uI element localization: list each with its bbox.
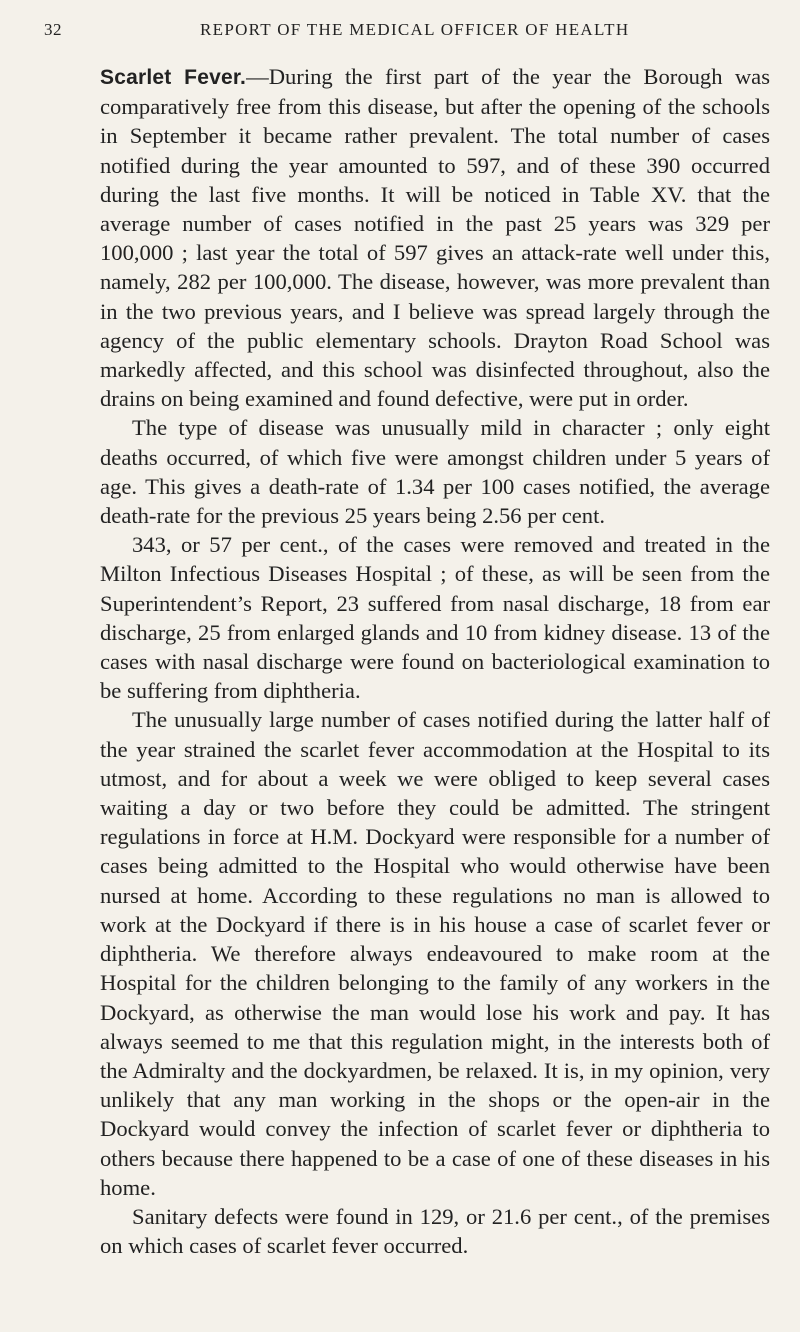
paragraph-5: Sanitary defects were found in 129, or 21.6 per cent., of the premises on which cases of scarlet fever occurred. bbox=[100, 1203, 770, 1259]
header-title: REPORT OF THE MEDICAL OFFICER OF HEALTH bbox=[200, 20, 630, 39]
paragraph-4: The unusually large number of cases notified during the latter half of the year strained the scarlet fever accommodation at the Hospital to its utmost, and for about a week we were obliged to keep several cases waiting a day or two before they could be admitted. The stringent regulations in force at H.M. Dockyard were responsible for a number of cases being admitted to the Hospital who would otherwise have been nursed at home. According to these regulations no man is allowed to work at the Dockyard if there is in his house a case of scarlet fever or diphtheria. We therefore always endeavoured to make room at the Hospital for the children belonging to the family of any workers in the Dockyard, as otherwise the man would lose his work and pay. It has always seemed to me that this regulation might, in the interests both of the Admiralty and the dockyardmen, be relaxed. It is, in my opinion, very unlikely that any man working in the shops or the open-air in the Dockyard would convey the infection of scarlet fever or diphtheria to others because there happened to be a case of one of these diseases in his home. bbox=[100, 707, 770, 1200]
section-scarlet-fever bbox=[100, 62, 770, 1260]
paragraph-1-text: —During the first part of the year the Borough was comparatively free from this disease, but after the opening of the schools in September it became rather prevalent. The total number of cases notified during the year amounted to 597, and of these 390 occurred during the last five months. It will be noticed in Table XV. that the average number of cases notified in the past 25 years was 329 per 100,000 ; last year the total of 597 gives an attack-rate well under this, namely, 282 per 100,000. The disease, however, was more prevalent than in the two previous years, and I believe was spread largely through the agency of the public elementary schools. Drayton Road School was markedly affected, and this school was disinfected throughout, also the drains on being examined and found defective, were put in order. bbox=[100, 64, 770, 412]
paragraph-3: 343, or 57 per cent., of the cases were removed and treated in the Milton Infectious Diseases Hospital ; of these, as will be seen from the Superintendent’s Report, 23 suffered from nasal discharge, 18 from ear discharge, 25 from enlarged glands and 10 from kidney disease. 13 of the cases with nasal discharge were found on bacteriological examination to be suffering from diphtheria. bbox=[100, 532, 770, 704]
running-header bbox=[44, 20, 760, 50]
paragraph-2: The type of disease was unusually mild in character ; only eight deaths occurred, of which five were amongst children under 5 years of age. This gives a death-rate of 1.34 per 100 cases notified, the average death-rate for the previous 25 years being 2.56 per cent. bbox=[100, 415, 770, 529]
section-heading: Scarlet Fever. bbox=[100, 66, 247, 89]
paragraph-1 bbox=[100, 62, 770, 413]
page-number: 32 bbox=[44, 20, 62, 39]
